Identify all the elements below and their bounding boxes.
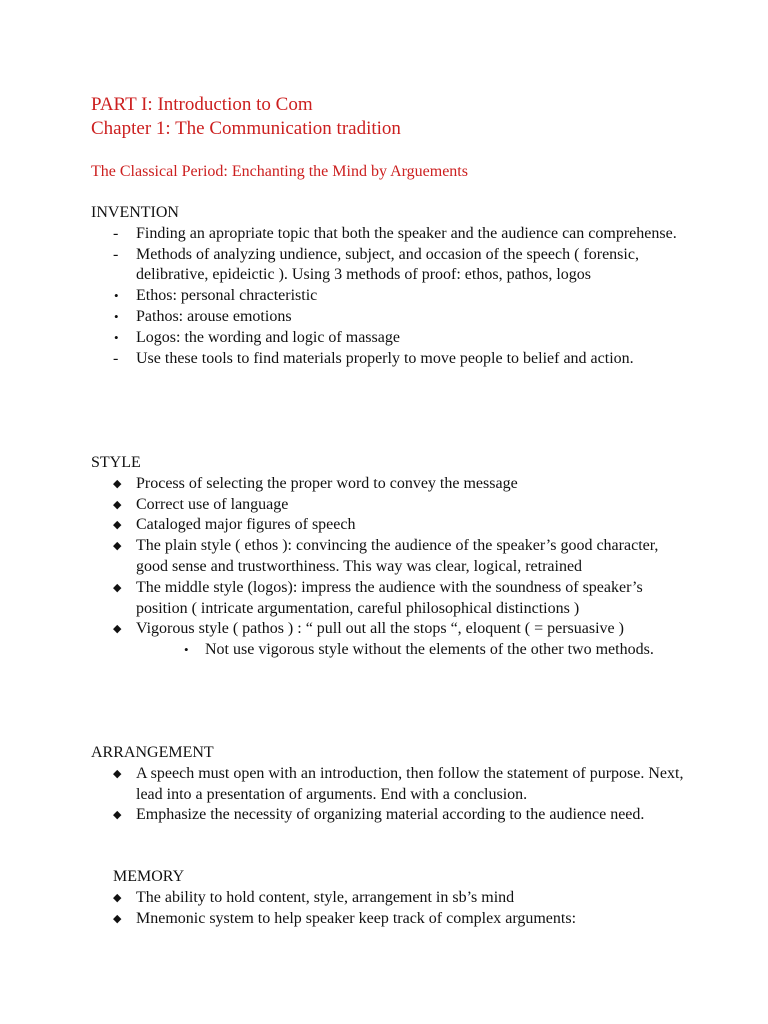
part-title: PART I: Introduction to Com	[91, 94, 313, 115]
list-item	[91, 536, 691, 578]
bullet-icon: •	[184, 642, 189, 658]
diamond-bullet-icon: ◆	[113, 540, 122, 553]
list-item	[91, 909, 691, 930]
period-heading: The Classical Period: Enchanting the Mind by Arguements	[91, 163, 468, 180]
list-item-text: Logos: the wording and logic of massage	[136, 328, 400, 346]
style-list	[91, 474, 691, 661]
chapter-title: Chapter 1: The Communication tradition	[91, 118, 401, 139]
arrangement-list	[91, 764, 691, 826]
list-item-text: Mnemonic system to help speaker keep track of complex arguments:	[136, 909, 577, 927]
diamond-bullet-icon: ◆	[113, 767, 122, 780]
list-item	[91, 619, 691, 640]
diamond-bullet-icon: ◆	[113, 498, 122, 511]
diamond-bullet-icon: ◆	[113, 519, 122, 532]
list-item-text: Vigorous style ( pathos ) : “ pull out all the stops “, eloquent ( = persuasive )	[136, 620, 624, 638]
list-item	[91, 307, 691, 328]
diamond-bullet-icon: ◆	[113, 581, 122, 594]
invention-heading: INVENTION	[91, 204, 179, 221]
list-item	[91, 764, 691, 806]
diamond-bullet-icon: ◆	[113, 477, 122, 490]
diamond-bullet-icon: ◆	[113, 891, 122, 904]
list-item-text: Not use vigorous style without the elements of the other two methods.	[205, 641, 654, 659]
list-item-text: Pathos: arouse emotions	[136, 307, 292, 325]
invention-list	[91, 224, 691, 370]
list-item	[91, 495, 691, 516]
list-item	[91, 224, 691, 245]
list-item	[91, 515, 691, 536]
list-item-text: Emphasize the necessity of organizing material according to the audience need.	[136, 806, 645, 824]
list-item-text: Correct use of language	[136, 495, 289, 513]
memory-section	[91, 867, 691, 929]
diamond-bullet-icon: ◆	[113, 809, 122, 822]
list-item-text: The middle style (logos): impress the audience with the soundness of speaker’s position ( intricate argumentation, careful philosophical distinctions )	[136, 578, 643, 617]
list-item-text: Methods of analyzing undience, subject, and occasion of the speech ( forensic, delibrative, epideictic ). Using 3 methods of proof: ethos, pathos, logos	[136, 245, 639, 284]
style-heading: STYLE	[91, 454, 141, 471]
sub-list-item	[91, 640, 691, 661]
diamond-bullet-icon: ◆	[113, 912, 122, 925]
list-item	[91, 286, 691, 307]
list-item	[91, 474, 691, 495]
style-section	[91, 453, 691, 661]
dash-marker: -	[113, 245, 119, 263]
invention-section	[91, 203, 691, 369]
memory-heading: MEMORY	[113, 868, 185, 885]
list-item-text: Process of selecting the proper word to convey the message	[136, 474, 518, 492]
list-item-text: Use these tools to find materials properly to move people to belief and action.	[136, 349, 634, 367]
list-item	[91, 888, 691, 909]
list-item	[91, 349, 691, 370]
memory-list	[91, 888, 691, 930]
list-item-text: The ability to hold content, style, arrangement in sb’s mind	[136, 888, 515, 906]
arrangement-heading: ARRANGEMENT	[91, 744, 214, 761]
bullet-icon: •	[114, 288, 119, 304]
dash-marker: -	[113, 349, 119, 367]
diamond-bullet-icon: ◆	[113, 623, 122, 636]
document-title	[91, 93, 401, 141]
list-item	[91, 328, 691, 349]
list-item-text: The plain style ( ethos ): convincing the audience of the speaker’s good character, good sense and trustworthiness. This way was clear, logical, retrained	[136, 537, 659, 575]
arrangement-section	[91, 743, 691, 826]
list-item	[91, 805, 691, 826]
list-item-text: A speech must open with an introduction, then follow the statement of purpose. Next, lead into a presentation of arguments. End with a conclusion.	[136, 764, 684, 803]
bullet-icon: •	[114, 308, 119, 324]
list-item-text: Cataloged major figures of speech	[136, 516, 356, 534]
list-item	[91, 245, 691, 287]
list-item-text: Ethos: personal chracteristic	[136, 287, 318, 305]
bullet-icon: •	[114, 329, 119, 345]
dash-marker: -	[113, 224, 119, 242]
list-item-text: Finding an apropriate topic that both the speaker and the audience can comprehense.	[136, 224, 677, 242]
list-item	[91, 578, 691, 620]
